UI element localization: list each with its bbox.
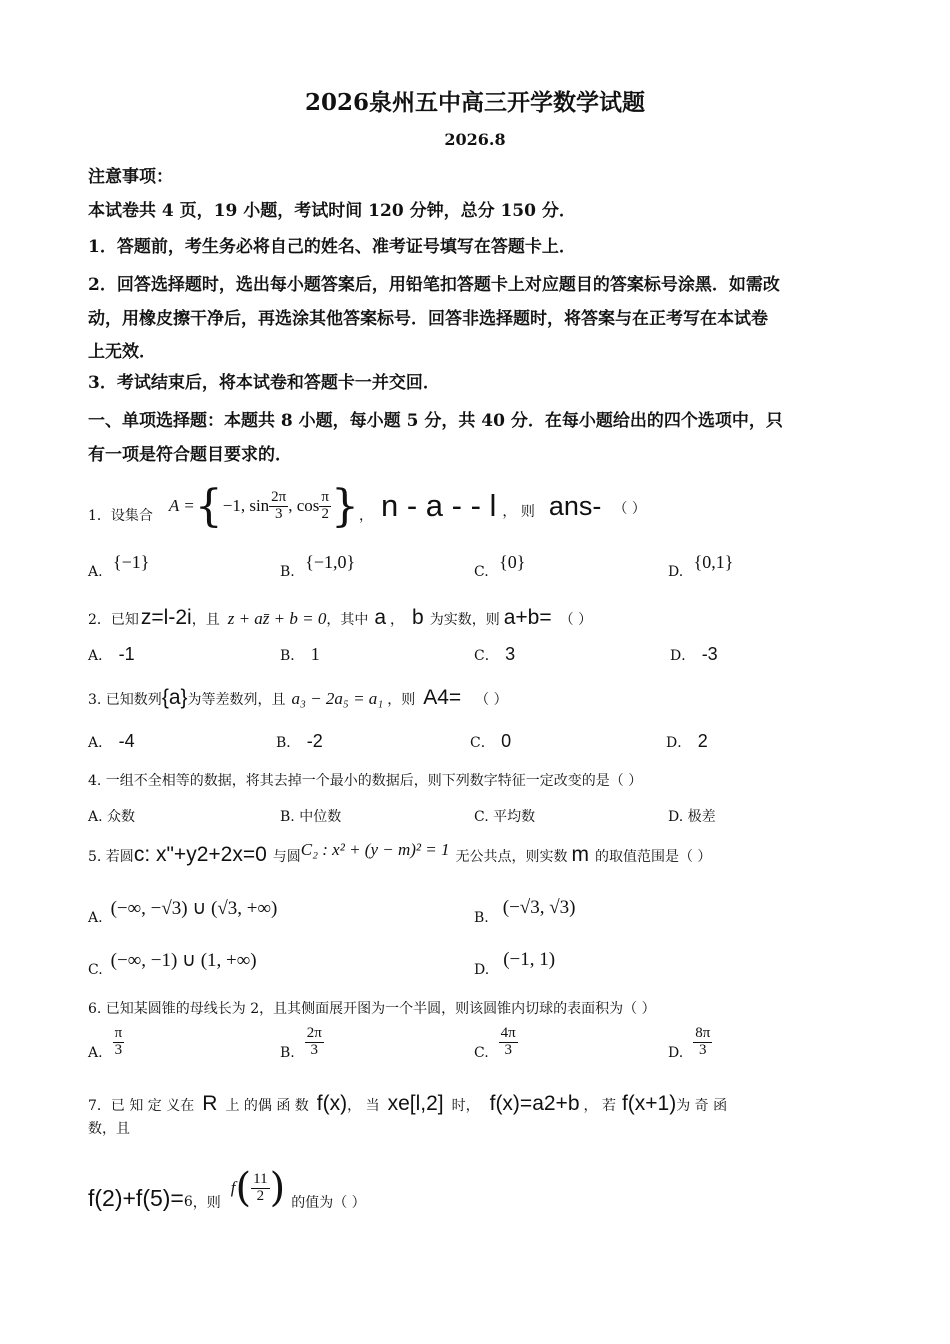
q7-text-1: 上 的偶 函 数: [225, 1098, 309, 1114]
q3-option-d-label: D．: [666, 735, 692, 751]
exam-date: 2026.8: [444, 130, 506, 149]
q5-number: 5. 若圆: [88, 849, 134, 865]
q2-var-b: b: [412, 606, 424, 629]
q2-option-a-label: A．: [88, 648, 113, 664]
q1-option-b-label: B.: [280, 564, 295, 580]
q2-answer-paren: （ ）: [559, 612, 593, 628]
q3-option-d-value: 2: [697, 731, 708, 751]
q3-text-1: 为等差数列，且: [187, 692, 286, 708]
q2-option-b-label: B．: [280, 648, 305, 664]
q3-option-c-label: C．: [470, 735, 495, 751]
q7-equation: f(x)=a2+b: [489, 1092, 580, 1115]
q1-option-c: [474, 552, 526, 581]
q1-set-name: A =: [168, 496, 195, 515]
q2-option-b: [280, 644, 320, 665]
q7-range: xe[l,2]: [387, 1092, 444, 1115]
q1-option-a-value: {−1}: [113, 552, 150, 572]
q6-option-a-value: [113, 1026, 125, 1059]
q1-option-b-value: {−1,0}: [305, 552, 356, 572]
notes-line-3: 2．回答选择题时，选出每小题答案后，用铅笔扣答题卡上对应题目的答案标号涂黑．如需改: [88, 275, 780, 295]
q5-circle-2: C₂ : x² + (y − m)² = 1: [300, 840, 450, 859]
q6-option-d: [668, 1026, 712, 1059]
q5-option-d: [474, 942, 555, 978]
q6-option-b-value: [305, 1026, 324, 1059]
q7-sum: f(2)+f(5)=: [88, 1184, 184, 1211]
q7-text-3: 时，: [451, 1098, 480, 1114]
page-title: 2026泉州五中高三开学数学试题: [304, 89, 645, 116]
question-1: [88, 476, 646, 536]
q1-element-1: −1, sin: [222, 496, 270, 515]
q7-right-paren: ): [269, 1165, 286, 1211]
q7-frac-num: 11: [253, 1170, 268, 1187]
notes-line-2: 1．答题前，考生务必将自己的姓名、准考证号填写在答题卡上．: [88, 237, 576, 257]
q5-option-a-label: A.: [88, 910, 103, 926]
q5-option-a-value: (−∞, −√3) ∪ (√3, +∞): [110, 897, 278, 919]
q7-fraction: [251, 1172, 269, 1205]
q6-c-num: 4π: [500, 1025, 516, 1041]
q2-z: z=l-2i: [140, 606, 192, 629]
q7-text-5: 为 奇 函: [676, 1098, 728, 1114]
q6-option-b: [280, 1026, 324, 1059]
section-1-heading: 一、单项选择题：本题共 8 小题，每小题 5 分，共 40 分．在每小题给出的四个选项中，只: [88, 411, 783, 431]
q5-circle-1: c: x"+y2+2x=0: [133, 843, 267, 866]
q1-ans: ans-: [548, 490, 602, 521]
question-2: [88, 606, 592, 630]
q7-f: f: [230, 1178, 236, 1197]
q7-text-7: 的值为（ ）: [291, 1195, 366, 1211]
q6-option-d-label: D.: [668, 1044, 684, 1061]
q1-option-d: [668, 552, 734, 581]
q3-option-a: [88, 731, 135, 752]
q3-option-a-value: -4: [118, 731, 135, 751]
q7-frac-den: 2: [256, 1187, 265, 1204]
notes-line-5: 上无效．: [88, 342, 156, 362]
q3-text-2: ，则: [387, 692, 416, 708]
q7-fx: f(x): [316, 1092, 348, 1115]
q2-equation: z + az̄ + b = 0: [227, 609, 327, 628]
q7-text-6: ，则: [192, 1195, 221, 1211]
q3-number: 3. 已知数列: [88, 692, 162, 708]
q1-option-d-value: {0,1}: [693, 552, 734, 572]
q2-option-d-value: -3: [701, 644, 718, 664]
q1-left-brace: {: [194, 480, 223, 532]
q3-equation: a₃ − 2a₅ = a₁: [291, 689, 384, 708]
q3-option-d: [666, 731, 708, 752]
q2-text-3: ，: [390, 612, 405, 628]
q2-var-a: a: [374, 606, 387, 629]
q5-option-d-label: D.: [474, 962, 490, 978]
q7-line-3: [88, 1160, 366, 1216]
q2-option-a-value: -1: [118, 644, 135, 664]
q2-text-1: ，且: [191, 612, 220, 628]
q2-option-a: [88, 644, 135, 665]
q4-option-c: C. 平均数: [474, 809, 536, 825]
q5-option-b-label: B.: [474, 910, 489, 926]
q4-option-b: B. 中位数: [280, 809, 342, 825]
q6-option-d-value: [693, 1026, 712, 1059]
q7-line-2: 数，且: [88, 1121, 130, 1137]
q3-option-b-value: -2: [306, 731, 323, 751]
q1-option-c-value: {0}: [499, 552, 526, 572]
q1-frac1-num: 2π: [271, 488, 287, 505]
q1-frac2-num: π: [321, 488, 329, 505]
q1-frac1-den: 3: [274, 505, 283, 522]
q1-separator-1: ，: [359, 508, 373, 524]
q5-var-m: m: [571, 843, 589, 866]
question-7: [88, 1092, 727, 1116]
q4-option-d: D. 极差: [668, 809, 716, 825]
notes-line-4: 动，用橡皮擦干净后，再选涂其他答案标号．回答非选择题时，将答案与在正考写在本试卷: [88, 309, 768, 329]
q1-element-2: , cos: [288, 496, 320, 515]
q1-fraction-2: [319, 490, 331, 523]
q3-answer-paren: （ ）: [475, 692, 508, 708]
q6-option-c: [474, 1026, 518, 1059]
notes-line-6: 3．考试结束后，将本试卷和答题卡一并交回．: [88, 373, 440, 393]
section-1-heading-cont: 有一项是符合题目要求的．: [88, 445, 292, 465]
q3-option-c: [470, 731, 511, 752]
q3-option-c-value: 0: [501, 731, 512, 751]
notes-line-1: 本试卷共 4 页，19 小题，考试时间 120 分钟，总分 150 分．: [88, 201, 576, 221]
q1-option-b: [280, 552, 356, 581]
q5-text-3: 的取值范围是（ ）: [594, 849, 712, 865]
q1-frac2-den: 2: [321, 505, 329, 522]
q6-option-c-label: C.: [474, 1044, 489, 1061]
q3-a4: A4=: [423, 686, 462, 709]
q7-six: 6: [183, 1194, 193, 1210]
q3-option-b-label: B．: [276, 735, 301, 751]
q2-option-d: [670, 644, 718, 665]
q5-text-2: 无公共点，则实数: [455, 849, 568, 865]
q7-left-paren: (: [235, 1165, 252, 1211]
q2-option-c-label: C．: [474, 648, 499, 664]
q2-number: 2．已知: [88, 612, 139, 628]
q2-option-c: [474, 644, 515, 665]
q3-sequence: {a}: [161, 686, 188, 709]
q1-option-a: [88, 552, 150, 581]
q7-text-2: ， 当: [347, 1098, 380, 1114]
q7-number: 7．已 知 定 义在: [88, 1098, 195, 1114]
q2-option-d-label: D．: [670, 648, 696, 664]
q7-text-4: ， 若: [583, 1098, 616, 1114]
q5-text-1: 与圆: [272, 849, 301, 865]
q6-option-a-label: A.: [88, 1044, 103, 1061]
q6-option-a: [88, 1026, 124, 1059]
q2-text-4: 为实数，则: [429, 612, 500, 628]
q7-fx1: f(x+1): [621, 1092, 677, 1115]
q2-option-c-value: 3: [505, 644, 516, 664]
q5-option-a: [88, 890, 277, 926]
q1-number: 1．设集合: [88, 508, 153, 524]
q6-d-den: 3: [698, 1041, 707, 1058]
question-4: 4. 一组不全相等的数据，将其去掉一个最小的数据后，则下列数字特征一定改变的是（ ）: [88, 773, 643, 789]
question-5: [88, 840, 712, 867]
q3-option-b: [276, 731, 323, 752]
question-3: [88, 686, 508, 710]
q3-option-a-label: A．: [88, 735, 113, 751]
q5-option-b: [474, 890, 575, 926]
q6-option-c-value: [499, 1026, 518, 1059]
q6-option-b-label: B.: [280, 1044, 295, 1061]
q5-option-d-value: (−1, 1): [503, 949, 556, 970]
q6-d-num: 8π: [695, 1025, 711, 1041]
q7-R: R: [202, 1092, 218, 1115]
notes-heading: 注意事项：: [88, 167, 173, 187]
q2-text-2: ，其中: [326, 612, 369, 628]
q1-option-c-label: C.: [474, 564, 489, 580]
q5-option-c: [88, 942, 257, 978]
q6-c-den: 3: [504, 1041, 512, 1058]
q1-set-b: n - a - - l: [381, 488, 497, 523]
q1-option-a-label: A.: [88, 564, 103, 580]
q1-fraction-1: [269, 490, 288, 523]
q1-answer-paren: （ ）: [613, 501, 646, 517]
q1-separator-2: ， 则: [502, 504, 535, 520]
q2-option-b-value: 1: [310, 644, 320, 664]
q1-option-d-label: D.: [668, 564, 684, 580]
q6-a-num: π: [114, 1025, 123, 1041]
q6-b-num: 2π: [306, 1025, 322, 1041]
q2-sum: a+b=: [503, 606, 552, 629]
q5-option-c-label: C.: [88, 962, 103, 978]
q4-option-a: A. 众数: [88, 809, 136, 825]
q1-right-brace: }: [331, 480, 359, 532]
q5-option-b-value: (−√3, √3): [502, 897, 576, 918]
question-6: 6. 已知某圆锥的母线长为 2，且其侧面展开图为一个半圆，则该圆锥内切球的表面积为（ ）: [88, 1001, 656, 1017]
q6-a-den: 3: [114, 1041, 123, 1058]
q5-option-c-value: (−∞, −1) ∪ (1, +∞): [110, 949, 257, 971]
q6-b-den: 3: [310, 1041, 319, 1058]
